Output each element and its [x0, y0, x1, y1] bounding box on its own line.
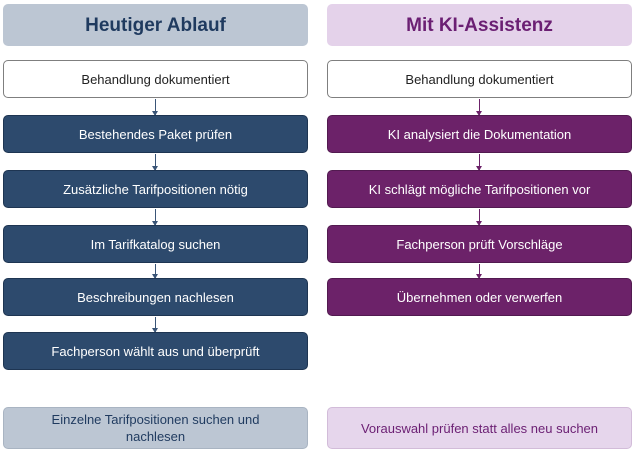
left-step-4: Beschreibungen nachlesen: [3, 278, 308, 316]
right-summary-box: Vorauswahl prüfen statt alles neu suchen: [327, 407, 632, 449]
right-start-node: Behandlung dokumentiert: [327, 60, 632, 98]
left-arrow-0: [155, 99, 156, 115]
left-step-2: Zusätzliche Tarifpositionen nötig: [3, 170, 308, 208]
right-arrow-2: [479, 209, 480, 225]
left-summary-box: Einzelne Tarifpositionen suchen und nachlesen: [3, 407, 308, 449]
left-step-3: Im Tarifkatalog suchen: [3, 225, 308, 263]
current-process-header: Heutiger Ablauf: [3, 4, 308, 46]
left-step-5: Fachperson wählt aus und überprüft: [3, 332, 308, 370]
right-arrow-0: [479, 99, 480, 115]
right-arrow-3: [479, 264, 480, 278]
right-step-4: Übernehmen oder verwerfen: [327, 278, 632, 316]
left-arrow-2: [155, 209, 156, 225]
right-step-3: Fachperson prüft Vorschläge: [327, 225, 632, 263]
left-start-node: Behandlung dokumentiert: [3, 60, 308, 98]
right-step-2: KI schlägt mögliche Tarifpositionen vor: [327, 170, 632, 208]
right-arrow-1: [479, 154, 480, 170]
right-step-1: KI analysiert die Dokumentation: [327, 115, 632, 153]
left-arrow-4: [155, 317, 156, 332]
left-arrow-1: [155, 154, 156, 170]
left-arrow-3: [155, 264, 156, 278]
left-step-1: Bestehendes Paket prüfen: [3, 115, 308, 153]
ai-assist-header: Mit KI-Assistenz: [327, 4, 632, 46]
